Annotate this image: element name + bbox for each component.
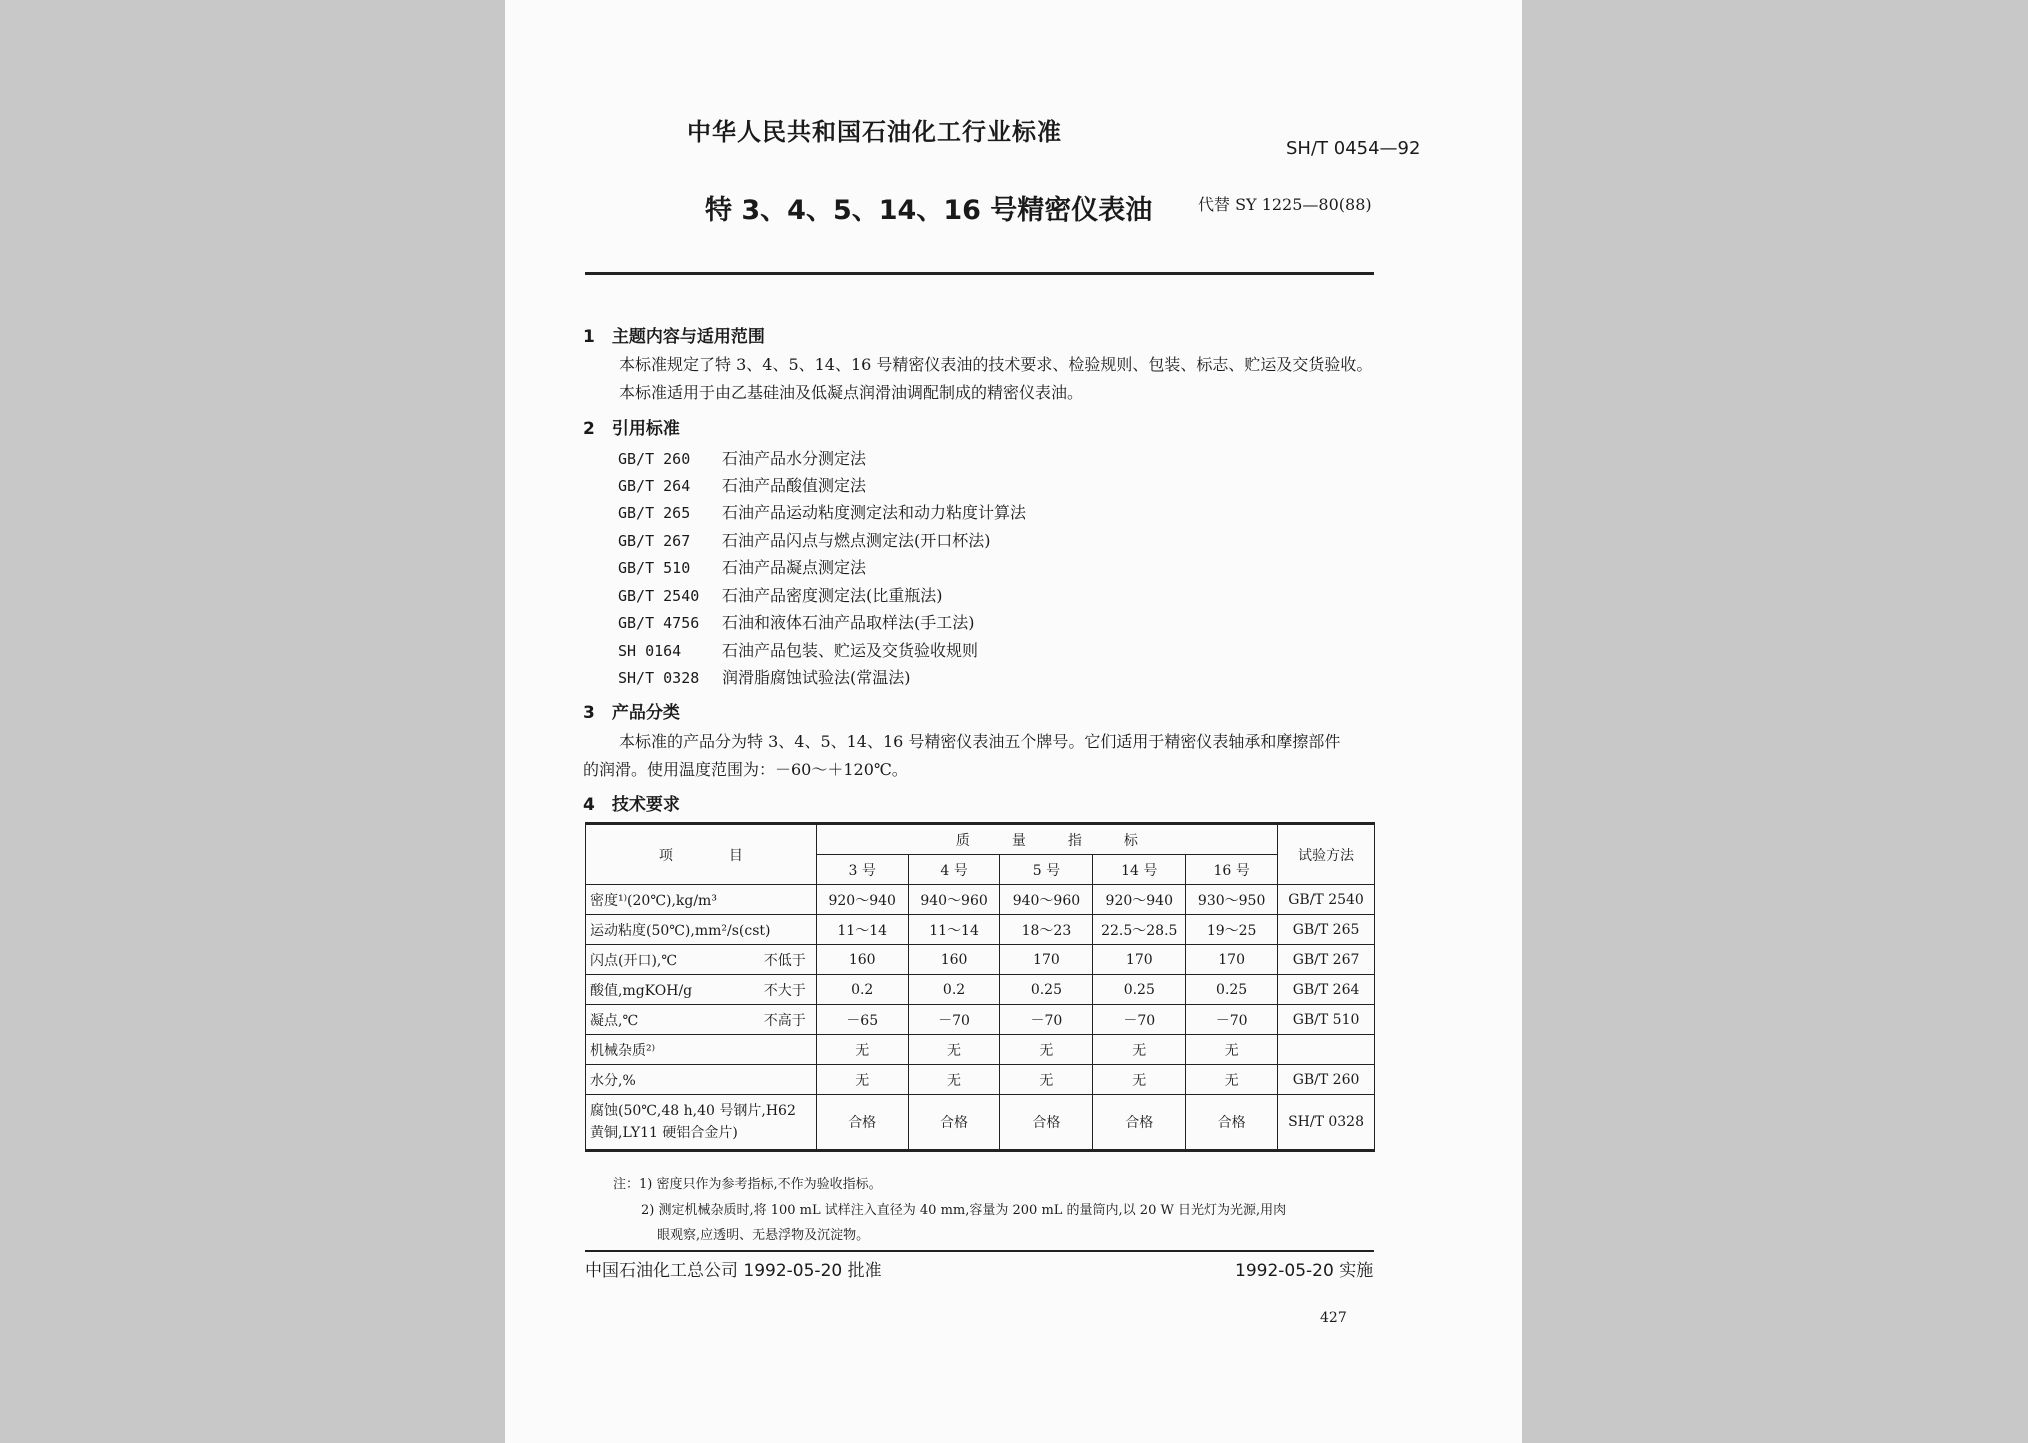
header-divider <box>585 272 1374 275</box>
grade-header: 4 号 <box>908 855 1000 885</box>
grade-header: 14 号 <box>1093 855 1186 885</box>
grade-header: 5 号 <box>1000 855 1093 885</box>
section-1-para-2: 本标准适用于由乙基硅油及低凝点润滑油调配制成的精密仪表油。 <box>619 383 1084 402</box>
table-row: 闪点(开口),℃ 不低于 160 160 170 170 170 GB/T 267 <box>586 945 1375 975</box>
section-3-para-1: 本标准的产品分为特 3、4、5、14、16 号精密仪表油五个牌号。它们适用于精密仪表轴承和摩擦部件 <box>619 732 1341 751</box>
standard-number: SH/T 0454—92 <box>1286 138 1421 159</box>
ref-item: SH 0164 石油产品包装、贮运及交货验收规则 <box>618 641 979 660</box>
section-3-heading: 3 产品分类 <box>583 703 680 723</box>
ref-item: GB/T 2540 石油产品密度测定法(比重瓶法) <box>618 586 943 605</box>
table-row: 机械杂质²⁾ 无 无 无 无 无 <box>586 1035 1375 1065</box>
section-3-para-2: 的润滑。使用温度范围为：－60～＋120℃。 <box>583 760 908 779</box>
table-row: 密度¹⁾(20℃),kg/m³ 920～940 940～960 940～960 920～940 930～950 GB/T 2540 <box>586 885 1375 915</box>
note-2-cont: 眼观察,应透明、无悬浮物及沉淀物。 <box>657 1228 870 1243</box>
approval-line: 中国石油化工总公司 1992-05-20 批准 <box>585 1261 882 1281</box>
ref-item: GB/T 265 石油产品运动粘度测定法和动力粘度计算法 <box>618 503 1027 522</box>
table-row: 腐蚀(50℃,48 h,40 号钢片,H62 黄铜,LY11 硬铝合金片) 合格 合格 合格 合格 合格 SH/T 0328 <box>586 1095 1375 1151</box>
ref-item: GB/T 260 石油产品水分测定法 <box>618 449 867 468</box>
issuing-body: 中华人民共和国石油化工行业标准 <box>687 118 1062 146</box>
table-row: 凝点,℃ 不高于 －65 －70 －70 －70 －70 GB/T 510 <box>586 1005 1375 1035</box>
ref-item: GB/T 510 石油产品凝点测定法 <box>618 558 867 577</box>
document-page <box>505 0 1522 1443</box>
table-row: 水分,% 无 无 无 无 无 GB/T 260 <box>586 1065 1375 1095</box>
document-title: 特 3、4、5、14、16 号精密仪表油 <box>705 195 1153 226</box>
ref-item: GB/T 267 石油产品闪点与燃点测定法(开口杯法) <box>618 531 991 550</box>
grade-header: 3 号 <box>816 855 908 885</box>
grade-header: 16 号 <box>1186 855 1278 885</box>
col-header-item: 项 目 <box>586 824 817 885</box>
replaces-note: 代替 SY 1225—80(88) <box>1198 195 1372 214</box>
footer-divider <box>585 1250 1374 1252</box>
table-row: 酸值,mgKOH/g 不大于 0.2 0.2 0.25 0.25 0.25 GB/T 264 <box>586 975 1375 1005</box>
note-2: 2) 测定机械杂质时,将 100 mL 试样注入直径为 40 mm,容量为 200 mL 的量筒内,以 20 W 日光灯为光源,用肉 <box>641 1203 1287 1218</box>
effective-line: 1992-05-20 实施 <box>1235 1261 1374 1281</box>
note-1: 注：1) 密度只作为参考指标,不作为验收指标。 <box>613 1177 882 1192</box>
page-number: 427 <box>1320 1310 1347 1326</box>
col-header-quality: 质 量 指 标 <box>816 824 1277 855</box>
section-1-heading: 1 主题内容与适用范围 <box>583 327 765 347</box>
section-4-heading: 4 技术要求 <box>583 795 680 815</box>
ref-item: SH/T 0328 润滑脂腐蚀试验法(常温法) <box>618 668 911 687</box>
ref-item: GB/T 264 石油产品酸值测定法 <box>618 476 867 495</box>
section-2-heading: 2 引用标准 <box>583 419 680 439</box>
ref-item: GB/T 4756 石油和液体石油产品取样法(手工法) <box>618 613 975 632</box>
col-header-method: 试验方法 <box>1278 824 1375 885</box>
spec-table <box>585 822 1375 1152</box>
table-row: 运动粘度(50℃),mm²/s(cst) 11～14 11～14 18～23 22.5～28.5 19～25 GB/T 265 <box>586 915 1375 945</box>
section-1-para-1: 本标准规定了特 3、4、5、14、16 号精密仪表油的技术要求、检验规则、包装、标志、贮运及交货验收。 <box>619 355 1373 374</box>
